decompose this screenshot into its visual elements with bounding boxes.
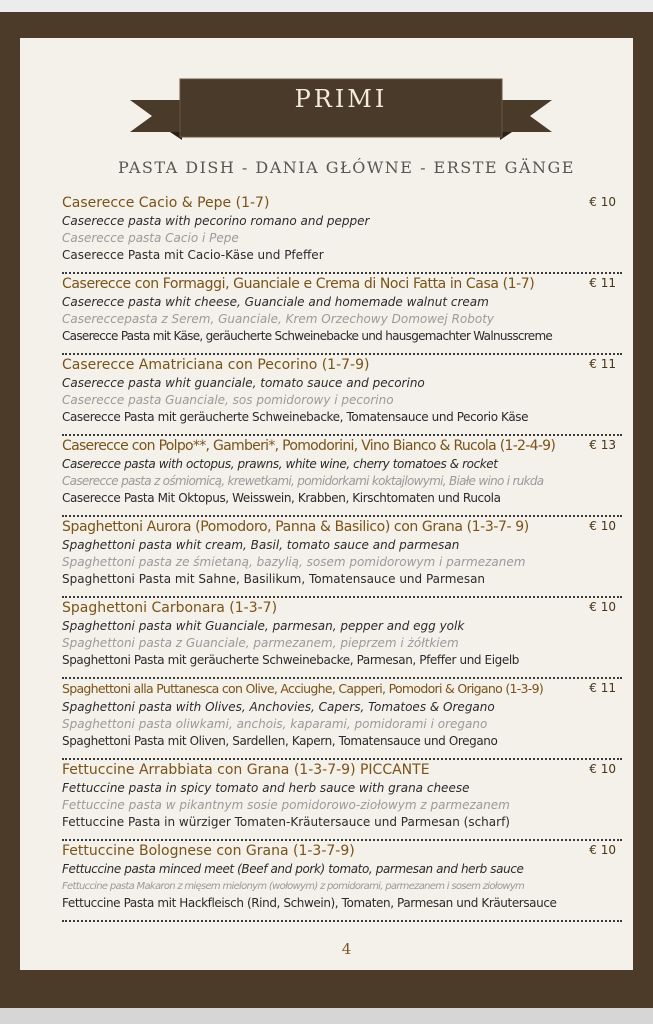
- item-name: Spaghettoni Carbonara (1-3-7): [62, 600, 278, 616]
- item-description-pl: Spaghettoni pasta ze śmietaną, bazylią, sosem pomidorowym i parmezanem: [62, 555, 526, 569]
- menu-item: [62, 193, 622, 274]
- item-description-de: Fettuccine Pasta in würziger Tomaten-Kräutersauce und Parmesan (scharf): [62, 815, 510, 829]
- section-subtitle: PASTA DISH - DANIA GŁÓWNE - ERSTE GÄNGE: [118, 158, 575, 177]
- item-description-de: Caserecce Pasta Mit Oktopus, Weisswein, Krabben, Kirschtomaten und Rucola: [62, 491, 501, 505]
- item-description-de: Spaghettoni Pasta mit Oliven, Sardellen, Kapern, Tomatensauce und Oregano: [62, 734, 498, 748]
- menu-item: [62, 841, 622, 922]
- section-title: PRIMI: [294, 85, 388, 113]
- item-price: € 10: [589, 519, 616, 533]
- item-name: Fettuccine Arrabbiata con Grana (1-3-7-9) PICCANTE: [62, 762, 430, 778]
- item-description-en: Spaghettoni pasta whit cream, Basil, tomato sauce and parmesan: [62, 538, 460, 552]
- item-description-pl: Spaghettoni pasta oliwkami, anchois, kaparami, pomidorami i oregano: [62, 717, 488, 731]
- item-name: Fettuccine Bolognese con Grana (1-3-7-9): [62, 843, 355, 859]
- menu-item: [62, 679, 622, 760]
- item-description-de: Caserecce Pasta mit Cacio-Käse und Pfeffer: [62, 248, 324, 262]
- bottom-strip: [0, 1008, 653, 1024]
- item-description-de: Caserecce Pasta mit geräucherte Schweinebacke, Tomatensauce und Pecorio Käse: [62, 410, 529, 424]
- item-description-en: Caserecce pasta whit cheese, Guanciale and homemade walnut cream: [62, 295, 489, 309]
- menu-item: [62, 274, 622, 355]
- menu-item: [62, 517, 622, 598]
- item-description-pl: Fettuccine pasta w pikantnym sosie pomidorowo-ziołowym z parmezanem: [62, 798, 510, 812]
- item-description-en: Caserecce pasta whit guanciale, tomato sauce and pecorino: [62, 376, 425, 390]
- item-description-en: Fettuccine pasta minced meet (Beef and pork) tomato, parmesan and herb sauce: [62, 862, 524, 876]
- item-price: € 10: [589, 762, 616, 776]
- item-description-de: Caserecce Pasta mit Käse, geräucherte Schweinebacke und hausgemachter Walnusscreme: [62, 329, 553, 343]
- item-description-en: Fettuccine pasta in spicy tomato and herb sauce with grana cheese: [62, 781, 470, 795]
- item-price: € 11: [589, 276, 616, 290]
- item-description-de: Fettuccine Pasta mit Hackfleisch (Rind, Schwein), Tomaten, Parmesan und Kräutersauce: [62, 896, 557, 910]
- item-description-pl: Caserecce pasta z ośmiomicą, krewetkami, pomidorkami koktajlowymi, Białe wino i rukda: [62, 474, 544, 488]
- item-description-de: Spaghettoni Pasta mit geräucherte Schweinebacke, Parmesan, Pfeffer und Eigelb: [62, 653, 519, 667]
- item-description-pl: Casereccepasta z Serem, Guanciale, Krem Orzechowy Domowej Roboty: [62, 312, 495, 326]
- item-price: € 10: [589, 600, 616, 614]
- item-description-de: Spaghettoni Pasta mit Sahne, Basilikum, Tomatensauce und Parmesan: [62, 572, 486, 586]
- item-price: € 10: [589, 843, 616, 857]
- item-description-pl: Caserecce pasta Cacio i Pepe: [62, 231, 239, 245]
- item-description-pl: Fettuccine pasta Makaron z mięsem mielonym (wołowym) z pomidorami, parmezanem i sosem ziołowym: [62, 881, 525, 892]
- item-name: Caserecce con Polpo**, Gamberi*, Pomodorini, Vino Bianco & Rucola (1-2-4-9): [62, 438, 556, 454]
- menu-item: [62, 598, 622, 679]
- menu-item: [62, 355, 622, 436]
- item-description-en: Caserecce pasta with pecorino romano and pepper: [62, 214, 370, 228]
- item-price: € 10: [589, 195, 616, 209]
- item-description-pl: Caserecce pasta Guanciale, sos pomidorowy i pecorino: [62, 393, 394, 407]
- menu-item: [62, 760, 622, 841]
- item-name: Caserecce con Formaggi, Guanciale e Crema di Noci Fatta in Casa (1-7): [62, 276, 535, 292]
- item-description-en: Caserecce pasta with octopus, prawns, white wine, cherry tomatoes & rocket: [62, 457, 498, 471]
- item-price: € 11: [589, 357, 616, 371]
- item-name: Caserecce Amatriciana con Pecorino (1-7-9): [62, 357, 370, 373]
- item-name: Caserecce Cacio & Pepe (1-7): [62, 195, 270, 211]
- item-description-en: Spaghettoni pasta whit Guanciale, parmesan, pepper and egg yolk: [62, 619, 465, 633]
- item-description-pl: Spaghettoni pasta z Guanciale, parmezanem, pieprzem i żółtkiem: [62, 636, 459, 650]
- item-price: € 13: [589, 438, 616, 452]
- item-name: Spaghettoni alla Puttanesca con Olive, Acciughe, Capperi, Pomodori & Origano (1-3-9): [62, 681, 544, 696]
- item-price: € 11: [589, 681, 616, 695]
- menu-items: [62, 193, 622, 922]
- item-name: Spaghettoni Aurora (Pomodoro, Panna & Basilico) con Grana (1-3-7- 9): [62, 519, 529, 535]
- menu-item: [62, 436, 622, 517]
- item-description-en: Spaghettoni pasta with Olives, Anchovies, Capers, Tomatoes & Oregano: [62, 700, 495, 714]
- page-number: 4: [341, 940, 352, 958]
